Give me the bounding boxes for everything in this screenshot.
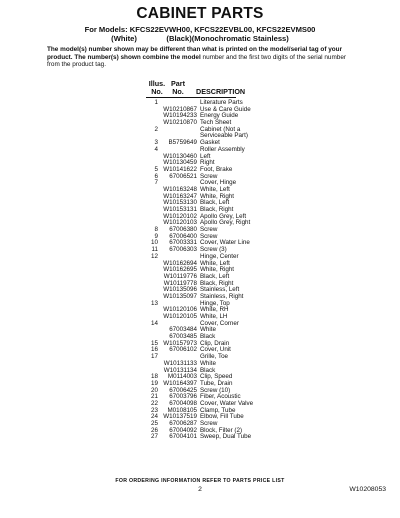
part-description: Sweep, Dual Tube xyxy=(200,433,252,441)
illus-number: 11 xyxy=(151,246,158,254)
illus-number xyxy=(146,154,158,161)
models-line-1: For Models: KFCS22EVWH00, KFCS22EVBL00, KFCS22EVMS00 xyxy=(84,25,316,34)
page-number: 2 xyxy=(198,486,202,493)
part-description: Cabinet (Not a xyxy=(200,125,241,133)
illus-number xyxy=(146,307,158,314)
part-number: W10120106 xyxy=(163,306,197,314)
part-number: W10137519 xyxy=(163,413,197,421)
part-description: Black xyxy=(200,333,216,341)
part-description: Hinge, Top xyxy=(200,299,230,307)
part-number: W10119776 xyxy=(163,272,197,280)
part-number: W10210867 xyxy=(163,105,197,113)
part-description: Black, Right xyxy=(200,279,234,287)
part-number: 67006102 xyxy=(169,346,197,354)
illus-number: 22 xyxy=(151,399,158,407)
ordering-footer: FOR ORDERING INFORMATION REFER TO PARTS PRICE LIST xyxy=(115,478,285,484)
part-number: W10120105 xyxy=(163,313,197,320)
illus-number: 10 xyxy=(151,239,158,247)
illus-number: 23 xyxy=(151,406,158,414)
illus-number: 8 xyxy=(154,226,158,234)
part-number: 67006400 xyxy=(169,232,197,240)
illus-number: 15 xyxy=(151,339,158,347)
part-number: 67003331 xyxy=(169,239,197,247)
part-description: Apollo Grey, Left xyxy=(200,212,247,220)
illus-number xyxy=(146,261,158,268)
part-description: Foot, Brake xyxy=(200,165,233,173)
part-number: W10120103 xyxy=(163,219,197,227)
part-description: Elbow, Fill Tube xyxy=(200,413,244,421)
part-description: Black, Left xyxy=(200,272,230,280)
part-description: Tube, Drain xyxy=(200,379,233,387)
illus-number: 20 xyxy=(151,386,158,394)
part-description: Cover, Hinge xyxy=(200,179,237,187)
illus-number: 19 xyxy=(151,379,158,387)
illus-number xyxy=(146,287,158,294)
part-number: M0108105 xyxy=(167,406,197,414)
part-number: 67004101 xyxy=(169,433,197,441)
header-illus-no xyxy=(146,80,168,96)
illus-number xyxy=(146,200,158,207)
illus-number: 25 xyxy=(151,420,158,427)
part-description: Screw xyxy=(200,232,218,240)
parts-row xyxy=(146,434,253,441)
part-number: W10135096 xyxy=(163,286,197,294)
part-number: W10163248 xyxy=(163,185,197,193)
part-description: Black xyxy=(200,366,216,374)
part-description: Hinge, Center xyxy=(200,252,239,260)
part-description: Roller Assembly xyxy=(200,145,245,153)
part-description: Clamp, Tube xyxy=(200,406,236,414)
part-description: Cover, Water Line xyxy=(200,239,250,247)
illus-number xyxy=(146,194,158,201)
part-description: White, LH xyxy=(200,313,228,320)
part-description: White, Right xyxy=(200,192,235,200)
illus-number xyxy=(146,207,158,214)
part-description: Screw xyxy=(200,172,218,180)
illus-number: 16 xyxy=(151,346,158,354)
part-description: Cover, Corner xyxy=(200,319,239,327)
part-number: W10120102 xyxy=(163,212,197,220)
header-part-no xyxy=(168,80,188,96)
part-number: 67003485 xyxy=(169,333,197,341)
part-description: Clip, Drain xyxy=(200,339,230,347)
part-number: 67006521 xyxy=(169,172,197,180)
part-number: W10131133 xyxy=(163,359,197,367)
part-description: Screw (3) xyxy=(200,246,227,254)
models-heading xyxy=(0,25,400,43)
part-description: White, Right xyxy=(200,266,235,274)
part-description: Literature Parts xyxy=(200,99,243,106)
part-description: Stainless, Right xyxy=(200,292,244,300)
part-description: Stainless, Left xyxy=(200,286,240,294)
part-number xyxy=(158,127,197,134)
part-number: W10210870 xyxy=(163,119,197,127)
part-number: 67006303 xyxy=(169,246,197,254)
models-line-2: (White) (Black)(Monochromatic Stainless) xyxy=(111,34,289,43)
illus-number: 13 xyxy=(151,299,158,307)
illus-number: 27 xyxy=(151,433,158,441)
part-number: W10162695 xyxy=(163,266,197,274)
part-description: Block, Filter (2) xyxy=(200,426,243,434)
part-number: M0114003 xyxy=(167,373,197,381)
part-number: W10194233 xyxy=(163,112,197,120)
part-number: W10130459 xyxy=(163,159,197,167)
illus-number: 21 xyxy=(151,393,158,401)
part-number: W10119778 xyxy=(163,279,197,287)
illus-number: 26 xyxy=(151,426,158,434)
part-number: 67006425 xyxy=(169,386,197,394)
part-number: 67006380 xyxy=(169,226,197,234)
illus-number: 14 xyxy=(151,319,158,327)
notice-bold-text: The model(s) number shown may be different than what is printed on the model/serial tag of your product. The number(s) shown combine the model xyxy=(47,46,343,61)
header-rule xyxy=(146,97,236,98)
part-description: Screw xyxy=(200,226,218,234)
parts-list xyxy=(146,100,253,441)
part-number: B5759649 xyxy=(168,139,197,147)
part-description: Cover, Water Valve xyxy=(200,399,254,407)
notice-text: number and the first two digits of the serial number from the product tag. xyxy=(47,53,347,69)
illus-number xyxy=(146,274,158,281)
part-description: Left xyxy=(200,152,211,160)
part-number: 67006287 xyxy=(169,420,197,427)
part-description: Cover, Unit xyxy=(200,346,231,354)
part-description: Black, Right xyxy=(200,206,234,213)
illus-number xyxy=(146,187,158,194)
header-part-line2: No. xyxy=(172,87,184,97)
part-description: Screw (10) xyxy=(200,386,231,394)
illus-number xyxy=(146,281,158,288)
part-description: Gasket xyxy=(200,139,220,147)
header-illus-line1: Illus. xyxy=(148,79,166,88)
part-description: White xyxy=(200,359,216,367)
illus-number: 12 xyxy=(151,252,158,260)
header-description: DESCRIPTION xyxy=(196,87,246,96)
part-description: White xyxy=(200,326,216,334)
part-number: W10153130 xyxy=(163,199,197,207)
illus-number: 1 xyxy=(154,99,158,106)
header-illus-line2: No. xyxy=(151,87,163,97)
part-number: W10141622 xyxy=(163,165,197,173)
illus-number: 4 xyxy=(154,145,158,153)
part-description: Black, Left xyxy=(200,199,230,207)
part-number: 67004092 xyxy=(169,426,197,434)
part-description: Screw xyxy=(200,420,218,427)
part-description: Use & Care Guide xyxy=(200,105,251,113)
header-part-line1: Part xyxy=(171,79,185,88)
illus-number: 7 xyxy=(154,179,158,187)
part-number: W10157973 xyxy=(163,339,197,347)
part-number: 67003796 xyxy=(169,393,197,401)
part-description: Tech Sheet xyxy=(200,119,232,127)
part-number: W10130460 xyxy=(163,152,197,160)
illus-number: 17 xyxy=(151,353,158,361)
illus-number xyxy=(146,107,158,114)
part-number: 67003484 xyxy=(169,326,197,334)
part-number: W10162694 xyxy=(163,259,197,267)
illus-number xyxy=(146,214,158,221)
document-number: W10208053 xyxy=(349,486,386,493)
part-description: White, Left xyxy=(200,185,230,193)
part-number: 67004098 xyxy=(169,399,197,407)
illus-number: 9 xyxy=(154,232,158,240)
part-description: Energy Guide xyxy=(200,112,239,120)
illus-number: 18 xyxy=(151,373,158,381)
illus-number: 6 xyxy=(154,172,158,180)
part-number: W10164397 xyxy=(163,379,197,387)
part-description: White, Left xyxy=(200,259,230,267)
part-description: Apollo Grey, Right xyxy=(200,219,251,227)
illus-number xyxy=(146,361,158,368)
part-description: Serviceable Part) xyxy=(200,132,248,140)
illus-number: 24 xyxy=(151,413,158,421)
part-number: W10153131 xyxy=(163,206,197,213)
illus-number xyxy=(146,267,158,274)
illus-number: 3 xyxy=(154,139,158,147)
model-notice xyxy=(47,46,357,69)
illus-number: 5 xyxy=(154,165,158,173)
illus-number: 2 xyxy=(154,125,158,133)
illus-number xyxy=(146,113,158,120)
part-description: Right xyxy=(200,159,215,167)
part-description: White, RH xyxy=(200,306,229,314)
illus-number xyxy=(146,327,158,334)
part-description: Grille, Toe xyxy=(200,353,229,361)
part-number: W10163247 xyxy=(163,192,197,200)
part-number: W10131134 xyxy=(163,366,197,374)
page-title: CABINET PARTS xyxy=(136,5,264,22)
part-number: W10135097 xyxy=(163,292,197,300)
part-description: Clip, Speed xyxy=(200,373,233,381)
part-description: Fiber, Acoustic xyxy=(200,393,241,401)
